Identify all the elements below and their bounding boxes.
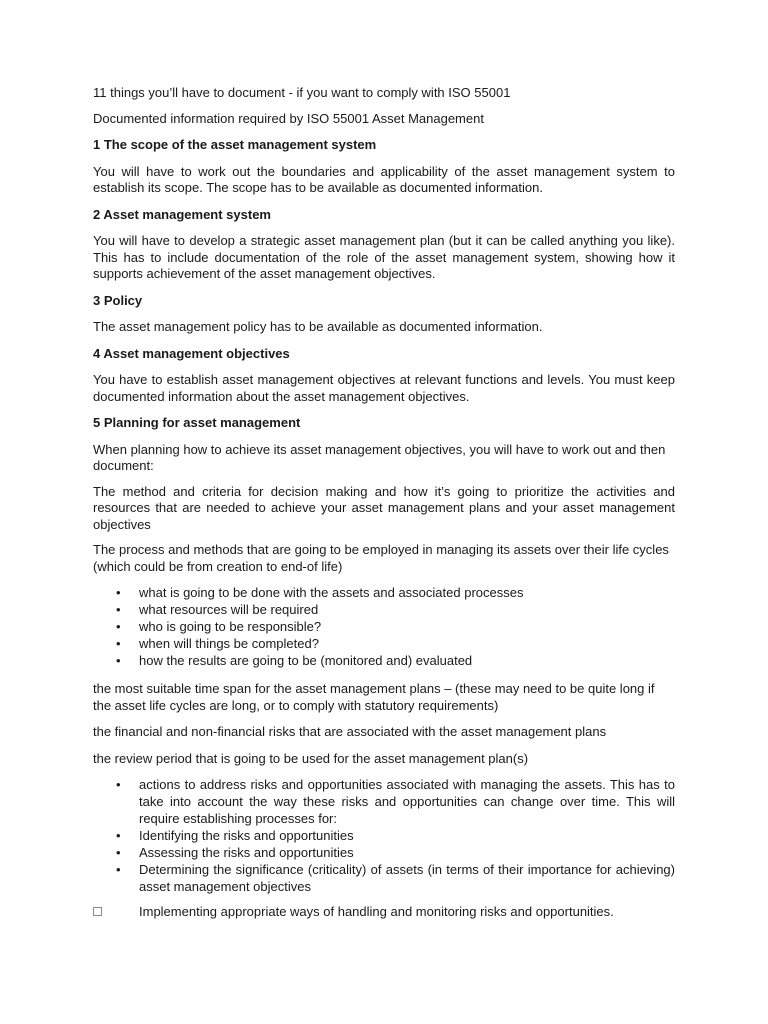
section-5-risks: the financial and non-financial risks that are associated with the asset management plans <box>93 724 607 739</box>
section-4-heading: 4 Asset management objectives <box>93 345 290 361</box>
section-5-timespan: the most suitable time span for the asset management plans – (these may need to be quite long if the asset life cycles are long, or to comply with statutory requirements) <box>93 681 655 713</box>
section-3-text: The asset management policy has to be available as documented information. <box>93 319 543 334</box>
section-4-text: You have to establish asset management objectives at relevant functions and levels. You must keep documented information about the asset management objectives. <box>93 372 675 404</box>
list-item: • when will things be completed? <box>116 636 319 651</box>
bullet-icon: • <box>116 653 121 668</box>
section-5-method: The method and criteria for decision making and how it’s going to prioritize the activities and resources that are needed to achieve your asset management plans and your asset management objectives <box>93 483 675 532</box>
planning-bullet-list <box>93 584 675 669</box>
list-item: • what resources will be required <box>116 602 319 617</box>
bullet-icon: • <box>116 585 121 600</box>
section-2-heading: 2 Asset management system <box>93 206 271 222</box>
section-3-heading: 3 Policy <box>93 292 143 308</box>
list-item: Implementing appropriate ways of handling and monitoring risks and opportunities. <box>93 903 675 920</box>
bullet-icon: • <box>116 828 121 843</box>
list-item: • Identifying the risks and opportunities <box>116 828 354 843</box>
document-page <box>93 85 675 920</box>
bullet-icon: • <box>116 777 121 792</box>
checkbox-square-icon <box>93 907 102 916</box>
list-item: • how the results are going to be (monitored and) evaluated <box>116 653 473 668</box>
bullet-icon: • <box>116 845 121 860</box>
list-item: • what is going to be done with the assets and associated processes <box>116 585 524 600</box>
section-5-heading: 5 Planning for asset management <box>93 415 301 430</box>
section-5-process: The process and methods that are going to be employed in managing its assets over their life cycles (which could be from creation to end-of life) <box>93 542 669 574</box>
bullet-icon: • <box>116 619 121 634</box>
section-1-heading: 1 The scope of the asset management system <box>93 137 377 152</box>
bullet-icon: • <box>116 636 121 651</box>
list-item: • actions to address risks and opportunities associated with managing the assets. This has to take into account the way these risks and opportunities can change over time. This will require establishing processes for: <box>116 777 675 826</box>
document-title: 11 things you’ll have to document - if you want to comply with ISO 55001 <box>93 85 511 100</box>
section-2-text: You will have to develop a strategic asset management plan (but it can be called anything you like). This has to include documentation of the role of the asset management system, showing how it supports achievement of the asset management objectives. <box>93 233 675 281</box>
bullet-icon: • <box>116 602 121 617</box>
risk-bullet-list <box>93 776 675 895</box>
section-5-review: the review period that is going to be used for the asset management plan(s) <box>93 750 529 766</box>
section-5-intro: When planning how to achieve its asset management objectives, you will have to work out and then document: <box>93 441 666 473</box>
document-subtitle: Documented information required by ISO 55001 Asset Management <box>93 110 484 126</box>
section-1-text: You will have to work out the boundaries and applicability of the asset management system to establish its scope. The scope has to be available as documented information. <box>93 163 675 195</box>
list-item: • Assessing the risks and opportunities <box>116 845 354 860</box>
bullet-icon: • <box>116 862 121 877</box>
list-item: • Determining the significance (criticality) of assets (in terms of their importance for achieving) asset management objectives <box>116 862 675 894</box>
list-item: • who is going to be responsible? <box>116 619 322 634</box>
